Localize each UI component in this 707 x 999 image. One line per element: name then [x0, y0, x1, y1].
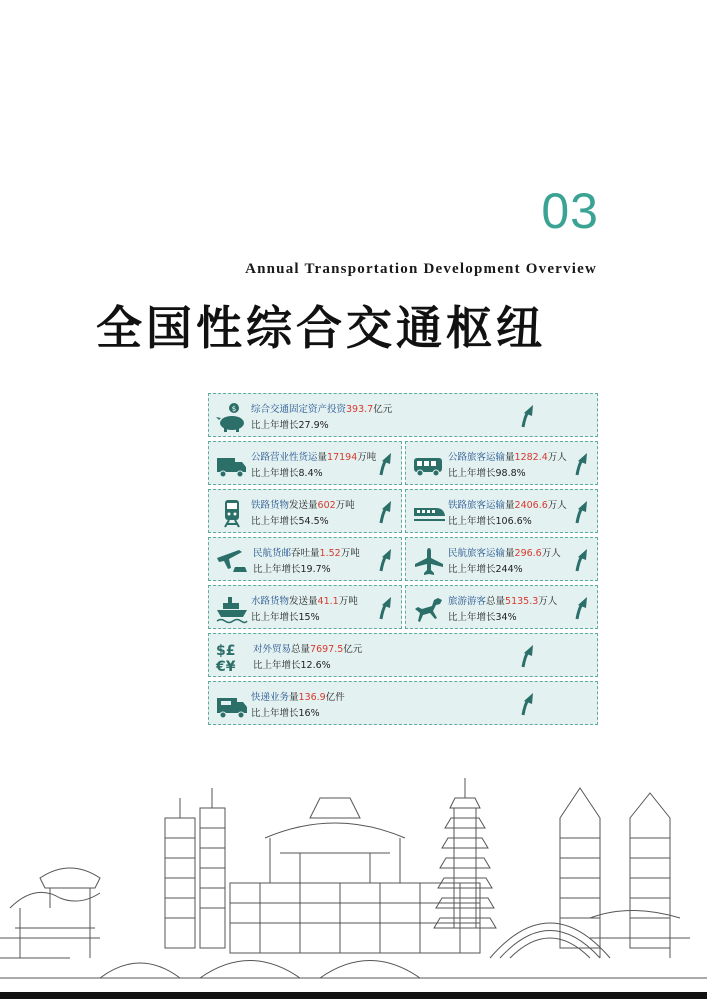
- stat-card-rail-freight: 铁路货物发送量602万吨 比上年增长54.5%: [208, 489, 402, 533]
- stat-value: 17194: [327, 452, 358, 463]
- stat-unit: 万吨: [340, 548, 360, 559]
- stat-value: 7697.5: [310, 644, 344, 655]
- stat-unit: 万人: [541, 548, 561, 559]
- chapter-subtitle: Annual Transportation Development Overview: [245, 261, 597, 277]
- stat-value: 136.9: [298, 692, 326, 703]
- up-arrow-icon: [573, 452, 589, 476]
- stat-label: 公路旅客运输: [448, 452, 506, 463]
- stat-growth: 比上年增长15%: [251, 612, 320, 623]
- currency-icon: [215, 642, 249, 672]
- stat-card-water-freight: 水路货物发送量41.1万吨 比上年增长15%: [208, 585, 402, 629]
- stat-growth: 比上年增长27.9%: [251, 420, 329, 431]
- stat-growth: 比上年增长54.5%: [251, 516, 329, 527]
- stat-unit: 万人: [547, 500, 567, 511]
- stat-card-road-freight: 公路营业性货运量17194万吨 比上年增长8.4%: [208, 441, 402, 485]
- bus-icon: [412, 450, 446, 480]
- up-arrow-icon: [519, 404, 535, 428]
- up-arrow-icon: [573, 548, 589, 572]
- stat-value: 1.52: [319, 548, 341, 559]
- up-arrow-icon: [519, 692, 535, 716]
- svg-text:$: $: [231, 405, 237, 413]
- stat-growth: 比上年增长34%: [448, 612, 517, 623]
- up-arrow-icon: [573, 500, 589, 524]
- airplane-icon: [412, 546, 446, 576]
- stat-value: 1282.4: [514, 452, 548, 463]
- up-arrow-icon: [377, 500, 393, 524]
- stat-growth: 比上年增长12.6%: [253, 660, 331, 671]
- piggy-bank-icon: [215, 402, 249, 432]
- stat-growth: 比上年增长16%: [251, 708, 320, 719]
- stat-card-tourists: 旅游游客总量5135.3万人 比上年增长34%: [405, 585, 598, 629]
- stat-unit: 亿元: [373, 404, 393, 415]
- city-skyline-illustration: [0, 778, 707, 999]
- stat-unit: 亿件: [325, 692, 345, 703]
- stat-unit: 万人: [538, 596, 558, 607]
- stat-unit: 万吨: [335, 500, 355, 511]
- up-arrow-icon: [519, 644, 535, 668]
- svg-text:€¥: €¥: [216, 659, 236, 672]
- stat-value: 602: [317, 500, 336, 511]
- stat-label: 民航货邮: [253, 548, 292, 559]
- stat-unit: 万吨: [338, 596, 358, 607]
- ship-icon: [215, 594, 249, 624]
- stat-label: 快递业务: [251, 692, 290, 703]
- bullet-train-icon: [412, 498, 446, 528]
- stat-growth: 比上年增长8.4%: [251, 468, 323, 479]
- stat-card-air-cargo: 民航货邮吞吐量1.52万吨 比上年增长19.7%: [208, 537, 402, 581]
- up-arrow-icon: [377, 596, 393, 620]
- stat-value: 5135.3: [505, 596, 539, 607]
- stat-growth: 比上年增长106.6%: [448, 516, 532, 527]
- stat-card-air-passenger: 民航旅客运输量296.6万人 比上年增长244%: [405, 537, 598, 581]
- stat-card-foreign-trade: $£ €¥ 对外贸易总量7697.5亿元 比上年增长12.6%: [208, 633, 598, 677]
- stat-card-express: 快递业务量136.9亿件 比上年增长16%: [208, 681, 598, 725]
- chapter-title: 全国性综合交通枢纽: [96, 301, 546, 355]
- up-arrow-icon: [573, 596, 589, 620]
- stat-value: 41.1: [317, 596, 339, 607]
- stat-unit: 万吨: [357, 452, 377, 463]
- stat-growth: 比上年增长98.8%: [448, 468, 526, 479]
- stat-card-road-passenger: 公路旅客运输量1282.4万人 比上年增长98.8%: [405, 441, 598, 485]
- plane-cargo-icon: [215, 546, 249, 576]
- delivery-truck-icon: [215, 690, 249, 720]
- train-icon: [215, 498, 249, 528]
- horse-icon: [412, 594, 446, 624]
- stat-label: 公路营业性货运: [251, 452, 318, 463]
- stat-value: 2406.6: [514, 500, 548, 511]
- stat-growth: 比上年增长19.7%: [253, 564, 331, 575]
- stat-unit: 亿元: [343, 644, 363, 655]
- stat-label: 旅游游客: [448, 596, 487, 607]
- stat-label: 民航旅客运输: [448, 548, 506, 559]
- stat-label: 对外贸易: [253, 644, 292, 655]
- up-arrow-icon: [377, 548, 393, 572]
- stat-label: 铁路旅客运输: [448, 500, 506, 511]
- stat-unit: 万人: [547, 452, 567, 463]
- stat-label: 水路货物: [251, 596, 290, 607]
- chapter-number: 03: [541, 183, 599, 239]
- stat-label: 综合交通固定资产投资: [251, 404, 347, 415]
- svg-text:$£: $£: [216, 643, 236, 659]
- stat-growth: 比上年增长244%: [448, 564, 523, 575]
- up-arrow-icon: [377, 452, 393, 476]
- stat-card-rail-passenger: 铁路旅客运输量2406.6万人 比上年增长106.6%: [405, 489, 598, 533]
- stat-card-investment: [208, 393, 598, 437]
- truck-icon: [215, 450, 249, 480]
- stat-value: 296.6: [514, 548, 542, 559]
- stat-label: 铁路货物: [251, 500, 290, 511]
- stat-value: 393.7: [346, 404, 374, 415]
